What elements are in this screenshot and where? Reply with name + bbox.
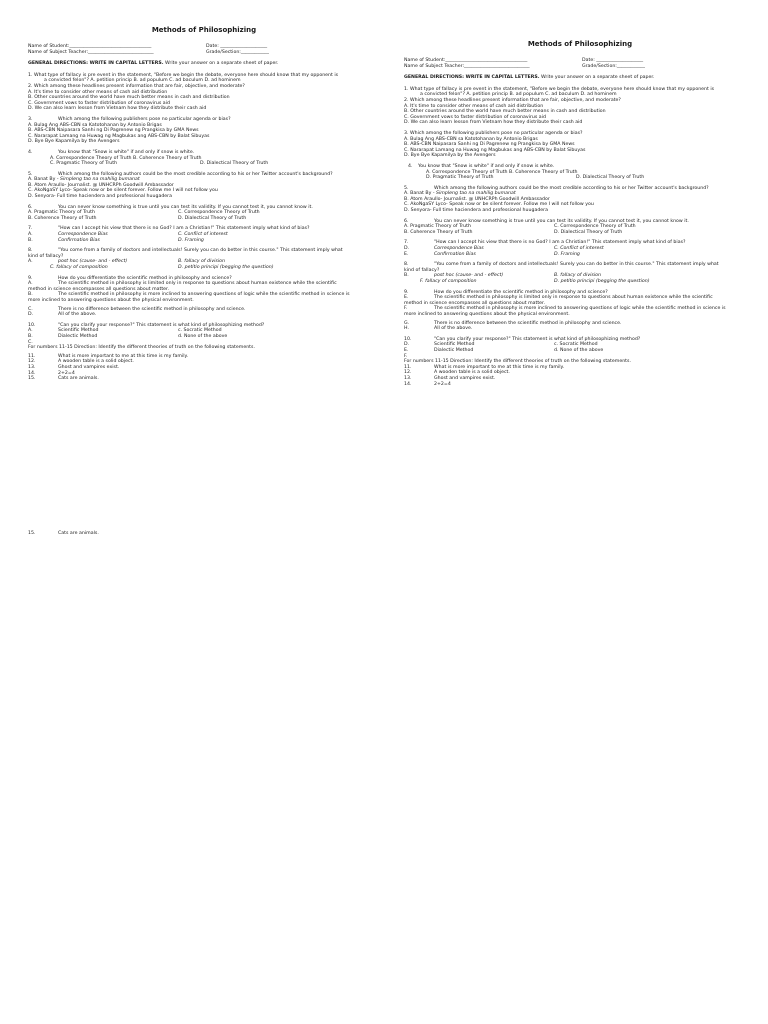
item-12: 12. A wooden table is a solid object. (28, 359, 134, 365)
question-3-right: 3. Which among the following publishers pose no particular agenda or bias? A. Bulag Ang ABS-CBN sa Katotohanan by Antonio Brigas B. ABS-CBN Naipasara Sanhi ng Di Pagrenew ng Prangkisa by GMA News C. Nararapat Lamang na Huwag ng Magbukas ang ABS-CBN by Balat Sibuyas D. Bye Bye Kapamilya by the Avengers (404, 130, 586, 159)
q9-choice-d: All of the above. (58, 312, 97, 318)
question-1-right: 1. What type of fallacy is pre event in the statement, "Before we begin the debate, everyone here should know that my opponent is a convicted felon"? A. petition princip B. ad populum C. ad baculum D. ad hominem (404, 86, 715, 98)
q7-number: 7. (28, 226, 33, 232)
question-7-right: 7. "How can I accept his view that there is no God? I am a Christian!" This statement imply what kind of bias? D. Correspondence Bias C. Conflict of interest E. Confirmation Bias D. Framing (404, 240, 686, 257)
directions-rest: Write your answer on a separate sheet of paper. (163, 61, 279, 67)
q3-choice-c: C. Nararapat Lamang na Huwag ng Magbukas ang ABS-CBN by Balat Sibuyas (28, 133, 210, 139)
q7-choice-c: C. Conflict of interest (178, 232, 228, 238)
question-9-right: 9. How do you differentiate the scientific method in philosophy and science? E. The scientific method in philosophy is limited only in response to questions about human existence while the scientific method in science encompasses all questions about matter. F. The scientific method in philosophy is more inclined to answering questions of logic while the scientific method in science is more inclined to answering questions about the physical environment. G. There is no difference between the scientific method in philosophy and science. H. All of the above. (404, 289, 726, 332)
q6-choice-d: D. Dialectical Theory of Truth (178, 215, 247, 221)
question-4-right: 4. You know that "Snow is white" if and only if snow is white. A. Correspondence Theory of Truth B. Coherence Theory of Truth D. Pragmatic Theory of Truth D. Dialectical Theory of Truth (408, 163, 645, 181)
question-2 (28, 84, 380, 112)
q6-number: 6. (28, 204, 33, 210)
q8-choice-a: post hoc (cause- and - effect) (58, 259, 128, 265)
q10-number: 10. (28, 322, 36, 328)
q10-choice-d: d. None of the above (178, 333, 228, 339)
q6-choice-a: A. Pragmatic Theory of Truth (28, 210, 95, 216)
item-12-right: 12. A wooden table is a solid object. (404, 370, 510, 376)
q3-choice-b: B. ABS-CBN Naipasara Sanhi ng Di Pagrenew ng Prangkisa by GMA News (28, 128, 199, 134)
general-directions-right: GENERAL DIRECTIONS: WRITE IN CAPITAL LETTERS. Write your answer on a separate sheet of paper. (404, 75, 655, 81)
teacher-row (28, 50, 380, 56)
teacher-name-label: Name of Subject Teacher:____________________________ (28, 49, 154, 55)
q5-choice-c: C. AkoNgaSY Lyco- Speak now or be silent forever. Follow me I will not follow you (28, 188, 218, 194)
question-5 (28, 172, 380, 200)
question-5-right: 5. Which among the following authors could be the most credible according to his or her Twitter account's background? A. Banat By - Simpleng tao na mahilig bumanat B. Atom Araullo- Journalist. @ UNHCRPh Goodwill Ambassador C. AkoNgaSY Lyco- Speak now or be silent forever. Follow me I will not follow you D. Senyora- Full time haciendera and professional huugadera (404, 185, 709, 214)
question-10: 10. "Can you clarify your response?" This statement is what kind of philosophizing method? A. Scientific Method c. Socratic Method B. Dialectic Method d. None of the above C. (28, 323, 380, 345)
q2-stem: 2. Which among these headlines present information that are fair, objective, and moderate? (28, 83, 245, 89)
item-14: 14. 2+2=4 (28, 370, 75, 376)
q9-choice-b: The scientific method in philosophy is more inclined to answering questions of logic while the scientific method in science is (58, 292, 350, 298)
question-7: 7. "How can I accept his view that there is no God? I am a Christian!" This statement imply what kind of bias? A. Correspondence Bias C. Conflict of interest B. Confirmation Bias D. Framing (28, 226, 380, 243)
question-6-right: 6. You can never know something is true until you can test its validity. If you cannot test it, you cannot know it. A. Pragmatic Theory of Truth C. Correspondence Theory of Truth B. Coherence Theory of Truth D. Dialectical Theory of Truth (404, 218, 689, 235)
q3-choice-a: A. Bulag Ang ABS-CBN sa Katotohanan by Antonio Brigas (28, 122, 162, 128)
q9-choice-a: The scientific method in philosophy is limited only in response to questions about human existence while the scientific (58, 281, 337, 287)
q5-stem: Which among the following authors could be the most credible according to his or her Twitter account's background? (58, 171, 333, 177)
q9-choice-a-cont: method in science encompasses all questions about matter. (28, 286, 170, 292)
item-13: 13. Ghost and vampires exist. (28, 364, 120, 370)
question-9: 9. How do you differentiate the scientific method in philosophy and science? A. The scientific method in philosophy is limited only in response to questions about human existence while the scientific method in science encompasses all questions about matter. B. The scientific method in philosophy is more inclined to answering questions of logic while the scientific method in science is more inclined to answering questions about the physical environment. C. There is no difference between the scientific method in philosophy and science. D. All of the above. (28, 276, 380, 318)
question-4 (28, 150, 380, 167)
item-14-right: 14. 2+2=4 (404, 381, 451, 387)
q7-choice-b: Confirmation Bias (58, 237, 100, 243)
q3-number: 3. (28, 116, 33, 122)
q10-extra-letter: C. (28, 339, 33, 345)
q10-choice-b: Dialectic Method (58, 333, 98, 339)
q4-number: 4. (28, 149, 33, 155)
q5-choice-a: A. Banat By - Simpleng tao na mahilig bumanat (28, 177, 140, 183)
page-title-right: Methods of Philosophizing (527, 40, 633, 48)
item-15-repeat: 15. Cats are animals. (28, 531, 99, 536)
q8-number: 8. (28, 248, 33, 254)
q4-choice-c: C. Pragmatic Theory of Truth (50, 161, 118, 167)
item-11: 11. What is more important to me at this time is my family. (28, 353, 189, 359)
question-8: 8. "You come from a family of doctors and intellectuals! Surely you can do better in this course." This statement imply what kind of fallacy? A. post hoc (cause- and - effect) B. fallacy of division C. fallacy of composition D. petitio principi (begging the question) (28, 248, 380, 270)
q8-choice-d: D. petitio principi (begging the question) (178, 265, 274, 270)
q5-choice-d: D. Senyora- Full time haciendera and professional huugadera (28, 194, 172, 200)
q9-choice-c: There is no difference between the scientific method in philosophy and science. (58, 306, 246, 312)
q4-stem: You know that "Snow is white" if and only if snow is white. (58, 149, 195, 155)
teacher-row-right: Name of Subject Teacher:____________________________ Grade/Section:____________ (404, 63, 645, 69)
item-13-right: 13. Ghost and vampires exist. (404, 375, 496, 381)
q9-choice-b-cont: more inclined to answering questions about the physical environment. (28, 297, 194, 303)
q6-choice-b: B. Coherence Theory of Truth (28, 215, 97, 221)
question-2-right: 2. Which among these headlines present information that are fair, objective, and moderate? A. It's time to consider other means of cash aid distribution B. Other countries around the world have much better means in cash and distribution C. Government vows to faster distribution of coronavirus aid D. We can also learn lesson from Vietnam how they distribute their cash aid (404, 97, 621, 126)
section-directions-right: For numbers 11-15 Direction: Identify the different theories of truth on the following statements. (404, 359, 631, 365)
date-label: Date: ____________________ (206, 44, 268, 49)
directions-bold: GENERAL DIRECTIONS: WRITE IN CAPITAL LETTERS. (28, 61, 164, 67)
student-name-label: Name of Student:___________________________________ (28, 44, 152, 49)
q1-stem: 1. What type of fallacy is pre event in the statement, "Before we begin the debate, everyone here should know that my opponent is (28, 72, 339, 78)
q10-stem: "Can you clarify your response?" This statement is what kind of philosophizing method? (58, 322, 265, 328)
q8-choice-b: B. fallacy of division (178, 259, 225, 265)
q4-choice-d: D. Dialectical Theory of Truth (200, 161, 269, 167)
q7-stem: "How can I accept his view that there is no God? I am a Christian!" This statement imply what kind of bias? (58, 226, 310, 232)
q6-choice-c: C. Correspondence Theory of Truth (178, 210, 260, 216)
q2-choice-d: D. We can also learn lesson from Vietnam how they distribute their cash aid (28, 106, 207, 112)
question-3 (28, 117, 380, 145)
q6-stem: You can never know something is true until you can test its validity. If you cannot test it, you cannot know it. (58, 204, 313, 210)
q2-choice-c: C. Government vows to faster distribution of coronavirus aid (28, 100, 170, 106)
general-directions (28, 61, 380, 67)
question-8-right: 8. "You come from a family of doctors and intellectuals! Surely you can do better in this course." This statement imply what kind of fallacy? B. post hoc (cause- and - effect) B. fallacy of division F. fallacy of composition D. petitio principi (begging the question) (404, 262, 719, 284)
grade-label: Grade/Section:____________ (206, 49, 269, 55)
question-1 (28, 73, 380, 84)
question-10-right: 10. "Can you clarify your response?" This statement is what kind of philosophizing method? D. Scientific Method c. Socratic Method E. Dialectic Method d. None of the above F. (404, 336, 641, 359)
worksheet-page-left (28, 26, 380, 382)
q4-choices-ab: A. Correspondence Theory of Truth B. Coherence Theory of Truth (50, 155, 202, 161)
worksheet-page-right (404, 40, 756, 387)
q5-number: 5. (28, 171, 33, 177)
q7-choice-d: D. Framing (178, 237, 204, 243)
q5-choice-b: B. Atom Araullo- Journalist. @ UNHCRPh Goodwill Ambassador (28, 182, 174, 188)
q2-choice-b: B. Other countries around the world have much better means in cash and distribution (28, 95, 230, 101)
question-6 (28, 205, 380, 222)
q8-stem: "You come from a family of doctors and intellectuals! Surely you can do better in this course." This statement imply what (58, 248, 343, 254)
q7-choice-a: Correspondence Bias (58, 232, 108, 238)
item-15: 15. Cats are animals. (28, 376, 99, 382)
q1-choices: a convicted felon"? A. petition princip B. ad populum C. ad baculum D. ad hominem (44, 78, 241, 84)
item-11-right: 11. What is more important to me at this time is my family. (404, 364, 565, 370)
page-title: Methods of Philosophizing (151, 26, 257, 34)
q10-choice-a: Scientific Method (58, 328, 99, 334)
q9-number: 9. (28, 275, 33, 281)
q2-choice-a: A. It's time to consider other means of cash aid distribution (28, 89, 168, 95)
q10-choice-c: c. Socratic Method (178, 328, 222, 334)
q3-stem: Which among the following publishers pose no particular agenda or bias? (58, 116, 231, 122)
q9-stem: How do you differentiate the scientific method in philosophy and science? (58, 275, 232, 281)
student-row-right: Name of Student:___________________________________ Date: ____________________ (404, 58, 644, 63)
section-directions: For numbers 11-15 Direction: Identify the different theories of truth on the following statements. (28, 345, 255, 351)
q8-stem-cont: kind of fallacy? (28, 253, 64, 259)
q3-choice-d: D. Bye Bye Kapamilya by the Avengers (28, 139, 120, 145)
q8-choice-c: C. fallacy of composition (50, 265, 108, 270)
